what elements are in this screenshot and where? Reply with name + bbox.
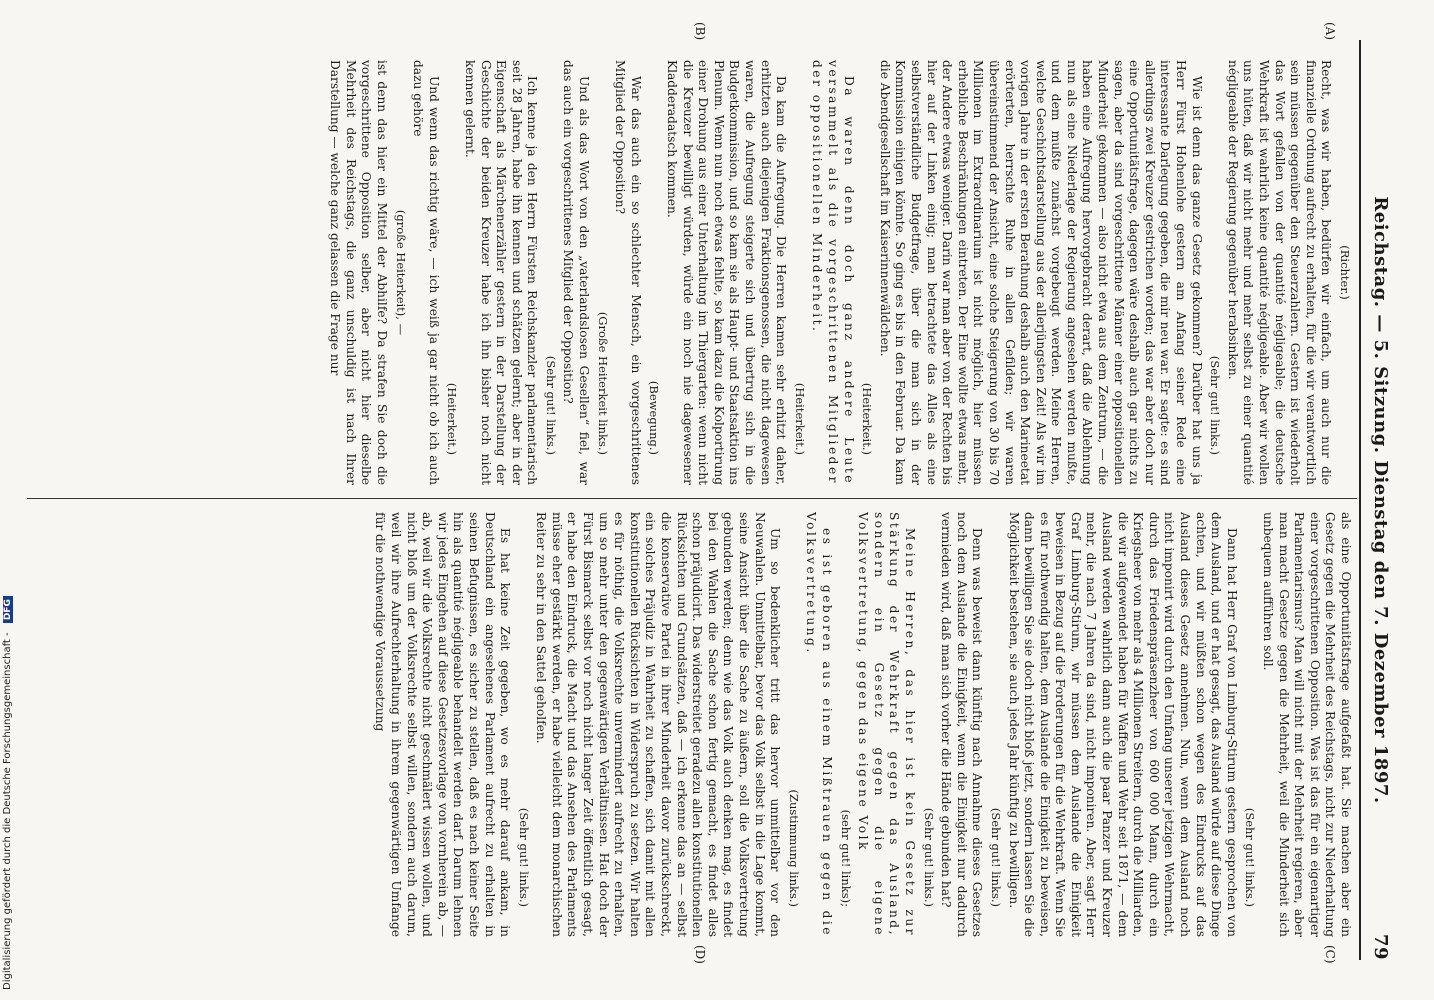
paragraph: es ist geboren aus einem Mißtrauen gegen die Volksvertretung.	[804, 512, 834, 937]
paragraph: War das auch ein so schlechter Mensch, ein vorgeschrittenes Mitglied der Opposition?	[613, 60, 643, 485]
stage-direction: (Sehr gut! links.)	[921, 807, 936, 907]
stage-direction: (sehr gut! links);	[838, 809, 853, 907]
stage-direction: (Sehr gut! links.)	[516, 807, 531, 907]
margin-marker-b: (B)	[693, 22, 707, 41]
paragraph: als eine Opportunitätsfrage aufgefaßt hat. Sie machen aber ein Gesetz gegen die Mehrheit des Reichstags, nicht zur Niederhaltung einer vorgeschrittenen Opposition. Was ist das für ein eigenartiger Parlamentarismus? Man will nicht mit der Mehrheit regieren, aber man macht Gesetze gegen die Mehrheit, weil die Minderheit sich unbequem aufführen soll.	[1261, 512, 1353, 937]
stage-direction: (Sehr gut! links.)	[988, 807, 1003, 907]
stage-direction: (Heiterkeit.)	[860, 382, 875, 455]
dfg-logo: DFG	[3, 596, 13, 623]
right-column	[23, 512, 1353, 937]
margin-marker-d: (D)	[693, 945, 707, 964]
header-rule	[1359, 40, 1361, 960]
paragraph: Ich kenne ja den Herrn Fürsten Reichskanzler parlamentarisch seit 28 Jahren, habe ihn kennen und schätzen gelernt; aber in der Eigenschaft als Märchenerzähler gestern in der Darstellung der Geschichte der beiden Kreuzer habe ich ihn bisher noch nicht kennen gelernt.	[462, 60, 540, 485]
stage-direction: (große Heiterkeit), —	[393, 209, 408, 336]
paragraph: Wie ist denn das ganze Gesetz gekommen? Darüber hat uns ja Herr Fürst Hohenlohe gestern am Anfang seiner Rede eine interessante Darlegung gegeben, die mir neu war. Er sagte: es sind allerdings zwei Kreuzer gestrichen worden; das war aber doch nur eine Opportunitätsfrage, dagegen wäre deshalb auch gar nichts zu sagen, aber da sind vorgeschrittene Männer einer oppositionellen Minderheit gekommen — also nicht etwa aus dem Zentrum, — die haben eine Aufregung hervorgebracht derart, daß die Ablehnung nun als eine Niederlage der Regierung angesehen werden mußte, und dem mußte zunächst vorgebeugt werden. Meine Herren, welche Geschichtsdarstellung aus der allerjüngsten Zeit! Als wir im vorigen Jahre in der ersten Berathung deshalb auch den Marineetat erörterten, herrschte Ruhe in allen Gefilden; wir waren übereinstimmend der Ansicht, eine solche Steigerung von 30 bis 70 Millionen im Extraordinarium ist nicht möglich, hier müssen erhebliche Beschränkungen eintreten. Der Eine wollte etwas mehr, der Andere etwas weniger. Darin war man aber von der Rechten bis hier auf der Linken einig; man betrachtete das Alles als eine selbstverständliche Budgetfrage, über die man sich in der Kommission einigen könnte. So ging es bis in den Februar. Da kam die Abendgesellschaft im Kaiserinnenwäldchen.	[877, 60, 1204, 485]
left-column	[23, 60, 1353, 485]
stage-direction: (Zustimmung links.)	[786, 789, 801, 907]
paragraph: Da waren denn doch ganz andere Leute versammelt als die vorgeschrittenen Mitglieder der oppositionellen Minderheit.	[810, 60, 856, 485]
paragraph: Und als das Wort von den „vaterlandslosen Gesellen“ fiel, war das auch ein vorgeschrittenes Mitglied der Opposition?	[561, 60, 592, 485]
paragraph: Recht, was wir haben, bedürfen wir einfach, um auch nur die finanzielle Ordnung aufrecht zu erhalten, für die wir verantwortlich sein müssen gegenüber den Steuerzahlern. Gestern ist wiederholt das Wort gefallen von der quantité négligeable; die deutsche Wehrkraft ist wahrlich keine quantité négligeable. Aber wir wollen uns hüten, daß wir nicht mehr und mehr selbst zu einer quantité négligeable der Regierung gegenüber herabsinken.	[1225, 60, 1334, 485]
margin-marker-a: (A)	[1323, 22, 1337, 41]
stage-direction: (Sehr gut! links.)	[1243, 807, 1258, 907]
column-divider	[27, 498, 1357, 499]
digitization-credit	[2, 130, 16, 990]
credit-text: Digitalisierung gefördert durch die Deutsche Forschungsgemeinschaft -	[2, 632, 13, 990]
paragraph: Denn was beweist dann künftig nach Annahme dieses Gesetzes noch dem Auslande die Einigkeit, wenn die Einigkeit nur dadurch vermieden wird, daß man sich vorher die Hände gebunden hat?	[939, 512, 985, 937]
stage-direction: (Sehr gut! links.)	[1208, 355, 1223, 455]
speaker-name: (Richter.)	[1338, 245, 1352, 300]
page-number: 79	[1370, 933, 1391, 960]
stage-direction: (Heiterkeit.)	[792, 382, 807, 455]
paragraph: Es hat keine Zeit gegeben, wo es mehr darauf ankam, in Deutschland ein angesehenes Parlament aufrecht zu erhalten in seinen Befugnissen, es sicher zu stellen, daß es nach keiner Seite hin als quantité négligeable behandelt werden darf. Darum lehnen wir jedes Eingehen auf diese Gesetzesvorlage von vornherein ab, — ab, weil wir die Volksrechte nicht geschmälert wissen wollen, und nicht bloß um der Volksrechte selbst willen, sondern auch darum, weil wir ihre Aufrechterhaltung in ihrem gegenwärtigen Umfange für die nothwendige Voraussetzung	[373, 512, 513, 937]
paragraph: Und wenn das richtig wäre, — ich weiß ja gar nicht ob ich auch dazu gehöre	[411, 60, 441, 485]
paragraph: Meine Herren, das hier ist kein Gesetz zur Stärkung der Wehrkraft gegen das Ausland, sondern ein Gesetz gegen die eigene Volksvertretung, gegen das eigene Volk	[856, 512, 917, 937]
page-header	[1361, 40, 1397, 960]
paragraph: ist denn das hier ein Mittel der Abhilfe? Da strafen Sie doch die vorgeschrittene Opposition selber, aber nicht hier dieselbe Mehrheit des Reichstags, die ganz unschuldig ist nach Ihrer Darstellung — welche ganz gelassen die Frage nur	[328, 60, 389, 485]
stage-direction: (Große Heiterkeit links.)	[595, 311, 610, 455]
page-title: Reichstag. — 5. Sitzung. Dienstag den 7. Dezember 1897.	[1370, 196, 1391, 804]
newspaper-page	[12, 20, 1397, 980]
paragraph: Um so bedenklicher tritt das hervor unmittelbar vor den Neuwahlen. Unmittelbar, bevor das Volk selbst in die Lage kommt, seine Ansicht über die Sache zu äußern, soll die Volksvertretung gebunden werden; denn wie das Volk auch denken mag, es findet bei den Wahlen die Sache schon fertig gemacht, es findet alles schon präjudicirt. Das widerstreitet geradezu allen konstitutionellen Rücksichten und Grundsätzen, daß — ich erkenne das an — selbst die konservative Partei in ihrer Minderheit davor zurückschreckt, ein solches Präjudiz in Wahrheit zu schaffen, sich damit mit allen konstitutionellen Rücksichten in Widerspruch zu setzen. Wir halten es für nöthig, die Volksrechte unvermindert aufrecht zu erhalten, um so mehr unter den gegenwärtigen Verhältnissen. Hat doch der Fürst Bismarck selbst vor noch nicht langer Zeit öffentlich gesagt, er habe den Eindruck, die Macht und das Ansehen des Parlaments müsse eher gestärkt werden, er habe vielleicht dem monarchischen Reiter zu sehr in den Sattel geholfen.	[534, 512, 783, 937]
paragraph: Da kam die Aufregung. Die Herren kamen sehr erhitzt daher, erhitzten auch diejenigen Fraktionsgenossen, die nicht dagewesen waren, die Aufregung steigerte sich und übertrug sich in die Budgetkommission, und so kam sie als Haupt- und Staatsaktion ins Plenum. Wenn nun noch etwas fehlte, so kam dazu die Kolportirung einer Drohung aus einer Unterhaltung im Thiergarten: wenn nicht die Kreuzer bewilligt würden, würde ein noch nie dagewesener Kladderadatsch kommen.	[665, 60, 789, 485]
paragraph: Dann hat Herr Graf von Limburg-Stirum gestern gesprochen von dem Ausland, und er hat gesagt, das Ausland würde auf diese Dinge achten, und wir müßten schon wegen des Eindrucks auf das Ausland dieses Gesetz annehmen. Nun, wenn dem Ausland noch nicht imponirt wird durch den Umfang unserer jetzigen Wehrmacht, durch das Friedenspräsenzheer von 600 000 Mann, durch ein Kriegsheer von mehr als 4 Millionen Streitern, durch die Milliarden, die wir aufgewendet haben für Waffen und Wehr seit 1871, — dem Ausland werden wahrlich dann auch die paar Panzer und Kreuzer mehr, die nach 7 Jahren da sind, nicht imponiren. Aber, sagt Herr Graf Limburg-Stirum, wir müssen dem Auslande die Einigkeit beweisen in Bezug auf die Forderungen für die Wehrkraft. Wenn Sie es für nothwendig halten, dem Auslande die Einigkeit zu beweisen, dann bewilligen Sie sie doch nicht bloß jetzt, sondern lassen Sie die Möglichkeit bestehen, sie auch jedes Jahr künftig zu bewilligen.	[1006, 512, 1239, 937]
margin-marker-c: (C)	[1323, 945, 1337, 964]
stage-direction: (Heiterkeit.)	[445, 382, 460, 455]
stage-direction: (Bewegung.)	[647, 380, 662, 455]
stage-direction: (Sehr gut! links.)	[543, 355, 558, 455]
